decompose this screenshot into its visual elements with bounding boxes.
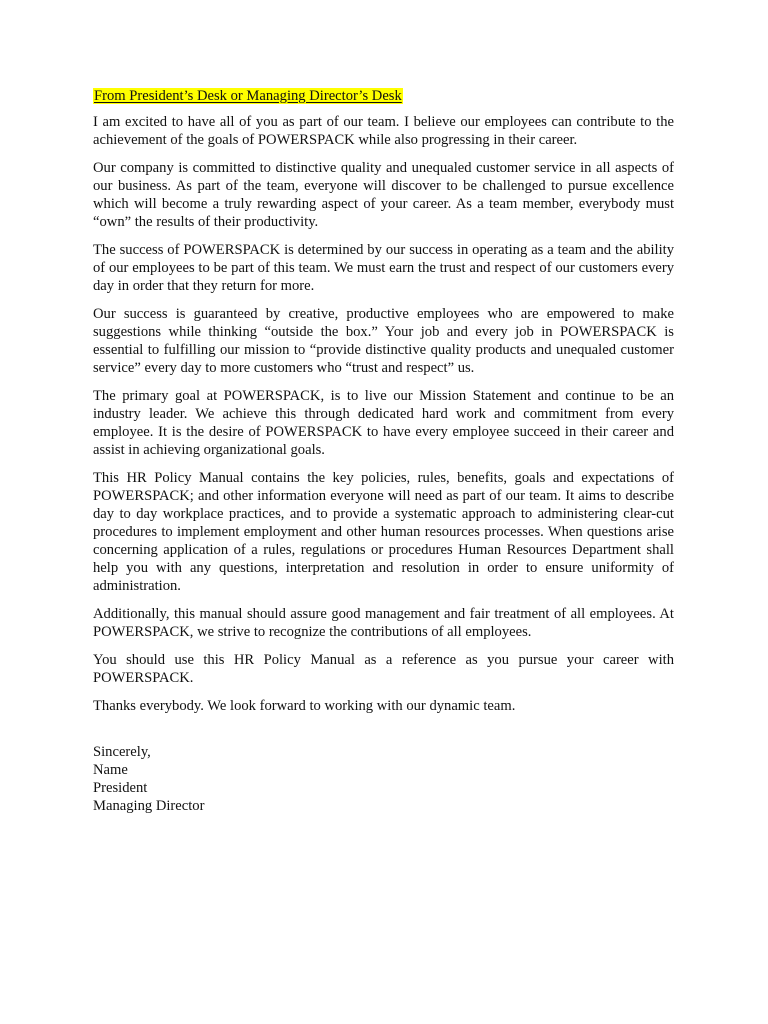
signer-name: Name bbox=[93, 762, 128, 778]
letter-body bbox=[93, 87, 674, 815]
paragraph-thanks: Thanks everybody. We look forward to working with our dynamic team. bbox=[93, 698, 516, 714]
paragraph-employees: Our success is guaranteed by creative, productive employees who are empowered to make suggestions while thinking “outside the box.” Your job and every job in POWERSPACK is essential to fulfilling our mission to “provide distinctive quality products and unequaled customer service” every day to more customers who “trust and respect” us. bbox=[93, 306, 674, 376]
paragraph-commitment: Our company is committed to distinctive quality and unequaled customer service in all aspects of our business. As part of the team, everyone will discover to be challenged to pursue excellence which will become a truly rewarding aspect of your career. As a team member, everybody must “own” the results of their productivity. bbox=[93, 160, 674, 230]
salutation: Sincerely, bbox=[93, 744, 151, 760]
paragraph-primary-goal: The primary goal at POWERSPACK, is to live our Mission Statement and continue to be an industry leader. We achieve this through dedicated hard work and commitment from every employee. It is the desire of POWERSPACK to have every employee succeed in their career and assist in achieving organizational goals. bbox=[93, 388, 674, 458]
highlighted-heading-text: From President’s Desk or Managing Director’s Desk bbox=[94, 88, 402, 104]
paragraph-reference: You should use this HR Policy Manual as a reference as you pursue your career with POWERSPACK. bbox=[93, 652, 674, 686]
paragraph-intro: I am excited to have all of you as part of our team. I believe our employees can contribute to the achievement of the goals of POWERSPACK while also progressing in their career. bbox=[93, 114, 674, 148]
paragraph-success: The success of POWERSPACK is determined by our success in operating as a team and the ability of our employees to be part of this team. We must earn the trust and respect of our customers every day in order that they return for more. bbox=[93, 242, 674, 294]
paragraph-policy-manual: This HR Policy Manual contains the key policies, rules, benefits, goals and expectations of POWERSPACK; and other information everyone will need as part of our team. It aims to describe day to day workplace practices, and to provide a systematic approach to administering clear-cut procedures to implement employment and other human resources processes. When questions arise concerning application of a rules, regulations or procedures Human Resources Department shall help you with any questions, interpretation and resolution in order to ensure uniformity of administration. bbox=[93, 470, 674, 594]
signer-title-president: President bbox=[93, 780, 148, 796]
letter-heading bbox=[93, 87, 674, 105]
paragraph-fair-treatment: Additionally, this manual should assure good management and fair treatment of all employees. At POWERSPACK, we strive to recognize the contributions of all employees. bbox=[93, 606, 674, 640]
signer-title-managing-director: Managing Director bbox=[93, 798, 205, 814]
signature-block bbox=[93, 743, 674, 815]
